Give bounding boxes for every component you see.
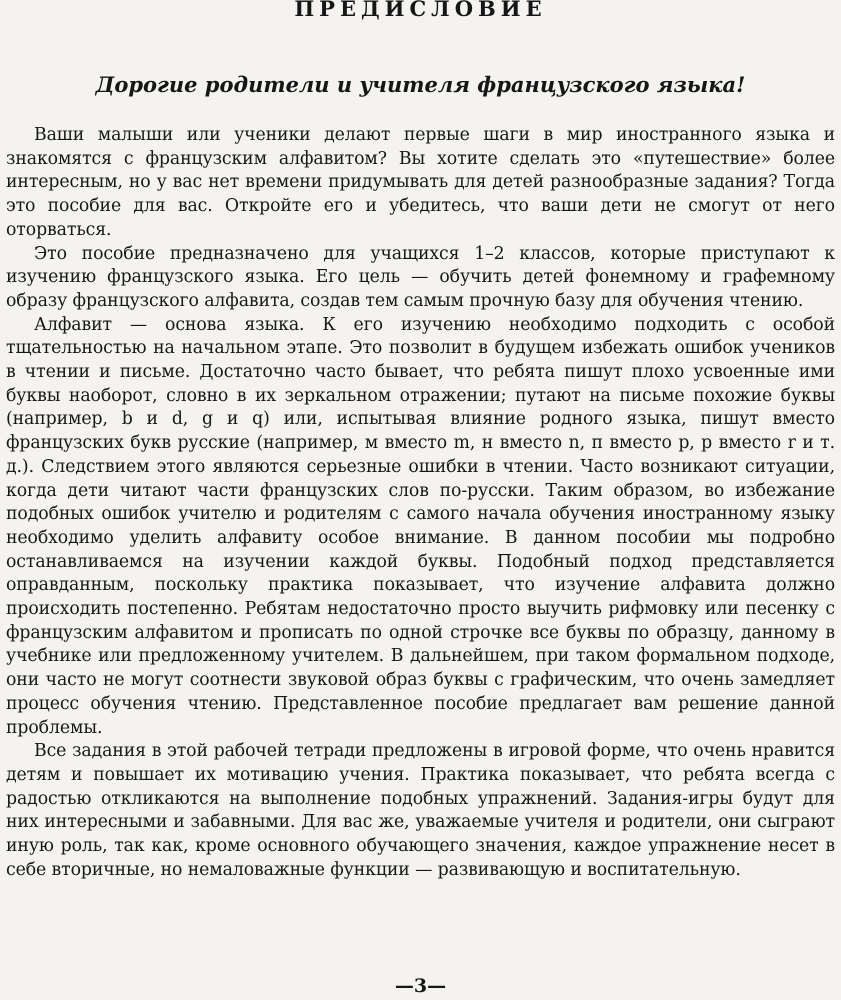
paragraph-3: Алфавит — основа языка. К его изучению необходимо подходить с особой тщательностью на начальном этапе. Это позволит в будущем избежать ошибок учеников в чтении и письме. Достаточно часто бывает, что ребята пишут плохо усвоенные ими буквы наоборот, словно в их зеркальном отражении; путают на письме похожие буквы (например, b и d, g и q) или, испытывая влияние родного языка, пишут вместо французских букв русские (например, м вместо m, н вместо n, п вместо p, р вместо r и т. д.). Следствием этого являются серьезные ошибки в чтении. Часто возникают ситуации, когда дети читают части французских слов по-русски. Таким образом, во избежание подобных ошибок учителю и родителям с самого начала обучения иностранному языку необходимо уделить алфавиту особое внимание. В данном пособии мы подробно останавливаемся на изучении каждой буквы. Подобный подход представляется оправданным, поскольку практика показывает, что изучение алфавита должно происходить постепенно. Ребятам недостаточно просто выучить рифмовку или песенку с французским алфавитом и прописать по одной строчке все буквы по образцу, данному в учебнике или предложенному учителем. В дальнейшем, при таком формальном подходе, они часто не могут соотнести звуковой образ буквы с графическим, что очень замедляет процесс обучения чтению. Представленное пособие предлагает вам решение данной проблемы. (6, 314, 835, 738)
paragraph-2: Это пособие предназначено для учащихся 1–2 классов, которые приступают к изучению французского языка. Его цель — обучить детей фонемному и графемному образу французского алфавита, создав тем самым прочную базу для обучения чтению. (6, 243, 835, 311)
page-title: ПРЕДИСЛОВИЕ (294, 0, 547, 21)
page-number: —3— (394, 975, 447, 997)
paragraph-4: Все задания в этой рабочей тетради предложены в игровой форме, что очень нравится детям и повышает их мотивацию учения. Практика показывает, что ребята всегда с радостью откликаются на выполнение подобных упражнений. Задания-игры будут для них интересными и забавными. Для вас же, уважаемые учителя и родители, они сыграют иную роль, так как, кроме основного обучающего значения, каждое упражнение несет в себе вторичные, но немаловажные функции — развивающую и воспитательную. (6, 741, 835, 880)
page-subtitle: Дорогие родители и учителя французского языка! (95, 72, 746, 97)
paragraph-1: Ваши малыши или ученики делают первые шаги в мир иностранного языка и знакомятся с французским алфавитом? Вы хотите сделать это «путешествие» более интересным, но у вас нет времени придумывать для детей разнообразные задания? Тогда это пособие для вас. Откройте его и убедитесь, что ваши дети не смогут от него оторваться. (6, 125, 835, 240)
body-text (6, 124, 835, 883)
